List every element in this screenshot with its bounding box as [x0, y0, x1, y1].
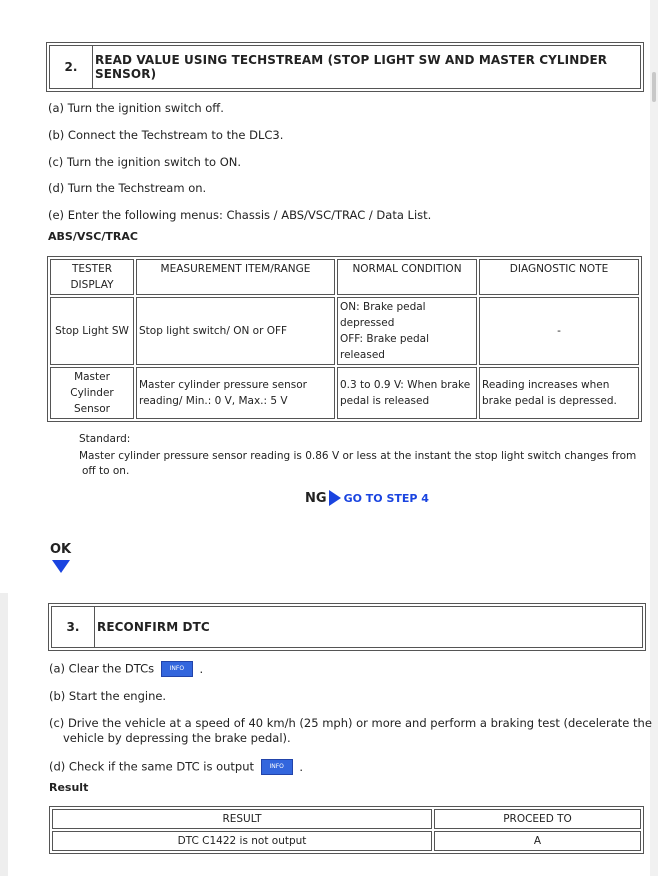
instruction-a: (a) Turn the ignition switch off. — [48, 101, 224, 115]
instruction-a-text: (a) Clear the DTCs — [49, 661, 155, 676]
instruction-c-cont: vehicle by depressing the brake pedal). — [63, 731, 291, 745]
cell: 0.3 to 0.9 V: When brake pedal is released — [337, 367, 477, 419]
table-row — [50, 367, 639, 419]
standard-label: Standard: — [79, 433, 131, 445]
standard-text-2: off to on. — [82, 465, 130, 477]
instruction-b: (b) Connect the Techstream to the DLC3. — [48, 128, 284, 142]
header-cell: NORMAL CONDITION — [337, 259, 477, 295]
header-cell: MEASUREMENT ITEM/RANGE — [136, 259, 335, 295]
cell: ON: Brake pedal depressed OFF: Brake pedal released — [337, 297, 477, 365]
scrollbar[interactable] — [650, 0, 658, 876]
result-caption: Result — [49, 781, 89, 794]
cell: Master Cylinder Sensor — [50, 367, 134, 419]
header-cell: DIAGNOSTIC NOTE — [479, 259, 639, 295]
arrow-down-icon — [52, 560, 70, 573]
scrollbar-thumb[interactable] — [652, 72, 656, 102]
table-header-row — [50, 259, 639, 295]
instruction-d — [49, 759, 303, 775]
page-gap — [0, 593, 8, 876]
table-row — [50, 297, 639, 365]
info-button[interactable]: INFO — [161, 661, 193, 677]
cell: DTC C1422 is not output — [52, 831, 432, 851]
table-caption: ABS/VSC/TRAC — [48, 230, 138, 243]
instruction-b: (b) Start the engine. — [49, 689, 167, 703]
cell: Stop Light SW — [50, 297, 134, 365]
ok-label: OK — [50, 542, 72, 557]
standard-text: Master cylinder pressure sensor reading is 0.86 V or less at the instant the stop light switch changes from — [79, 450, 637, 462]
header-cell: RESULT — [52, 809, 432, 829]
period: . — [299, 759, 303, 774]
result-table — [49, 806, 644, 854]
arrow-right-icon — [329, 490, 341, 506]
step-3-header — [51, 606, 643, 648]
step-title: RECONFIRM DTC — [97, 620, 210, 634]
data-list-table — [47, 256, 642, 422]
step-2-header — [49, 45, 641, 89]
result-header-row — [52, 809, 641, 829]
instruction-a — [49, 661, 203, 677]
instruction-c: (c) Drive the vehicle at a speed of 40 km/h (25 mph) or more and perform a braking test (decelerate the — [49, 716, 652, 730]
instruction-e: (e) Enter the following menus: Chassis / ABS/VSC/TRAC / Data List. — [48, 208, 432, 222]
cell: A — [434, 831, 641, 851]
header-cell: TESTER DISPLAY — [50, 259, 134, 295]
instruction-d-text: (d) Check if the same DTC is output — [49, 759, 255, 774]
period: . — [199, 661, 204, 676]
cell: Master cylinder pressure sensor reading/ Min.: 0 V, Max.: 5 V — [136, 367, 335, 419]
step-number: 2. — [50, 46, 93, 88]
go-to-step-4-link[interactable]: GO TO STEP 4 — [343, 491, 429, 505]
step-number: 3. — [52, 607, 95, 647]
table-row — [52, 831, 641, 851]
cell: - — [479, 297, 639, 365]
instruction-d: (d) Turn the Techstream on. — [48, 181, 207, 195]
ng-label: NG — [305, 490, 327, 506]
info-button[interactable]: INFO — [261, 759, 293, 775]
step-title: READ VALUE USING TECHSTREAM (STOP LIGHT SW AND MASTER CYLINDER SENSOR) — [95, 53, 608, 81]
header-cell: PROCEED TO — [434, 809, 641, 829]
cell: Stop light switch/ ON or OFF — [136, 297, 335, 365]
instruction-c: (c) Turn the ignition switch to ON. — [48, 155, 242, 169]
cell: Reading increases when brake pedal is depressed. — [479, 367, 639, 419]
ng-branch — [305, 490, 429, 506]
